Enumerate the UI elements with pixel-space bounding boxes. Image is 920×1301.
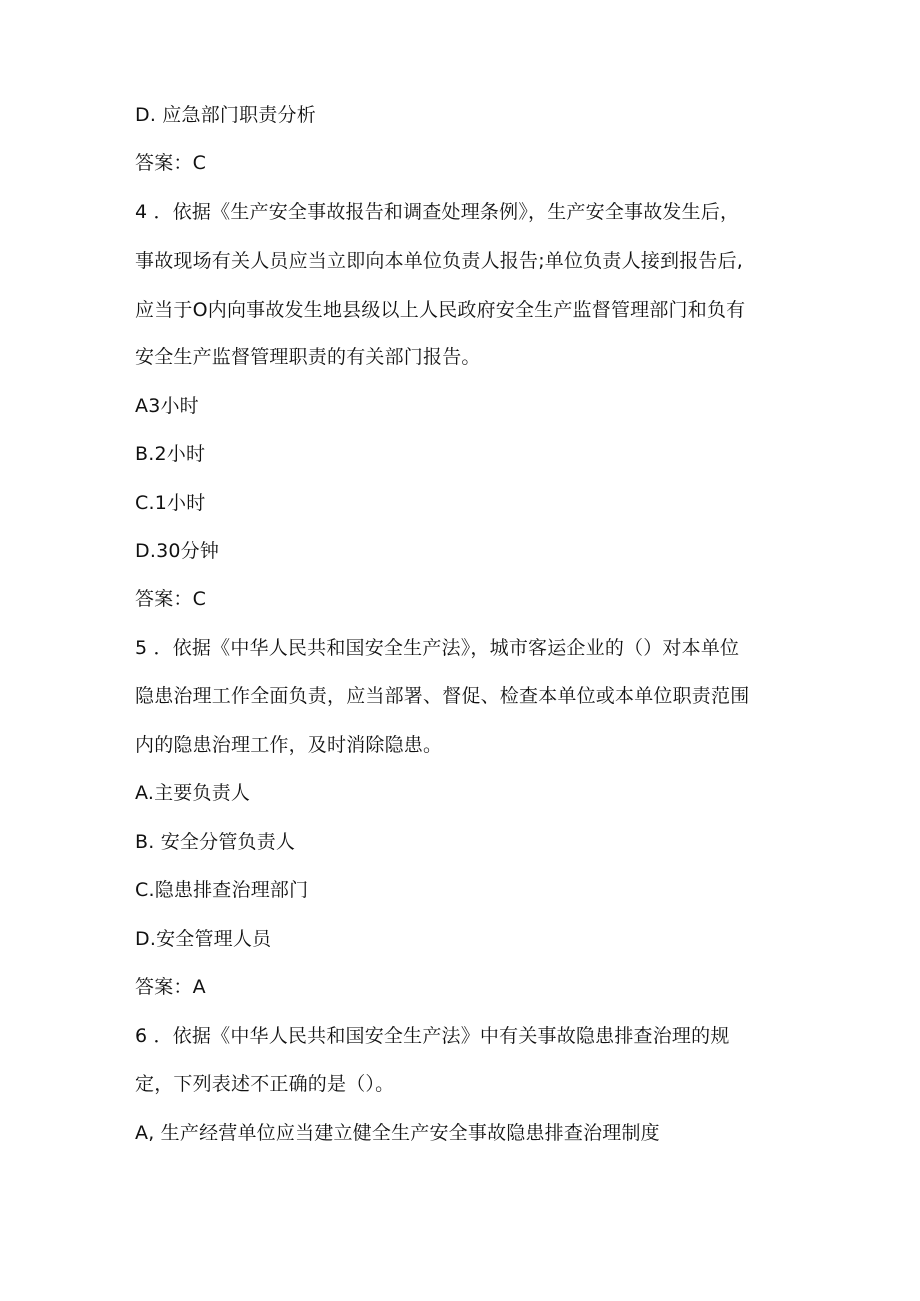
question-5-line-3: 内的隐患治理工作，及时消除隐患。 xyxy=(135,734,443,756)
option-a-q4: A3小时 xyxy=(135,395,199,417)
option-d-q5: D.安全管理人员 xyxy=(135,928,272,950)
option-c-q4: C.1小时 xyxy=(135,492,206,514)
option-c-q5: C.隐患排查治理部门 xyxy=(135,879,309,901)
option-d-q4: D.30分钟 xyxy=(135,540,220,562)
question-6-line-2: 定，下列表述不正确的是（）。 xyxy=(135,1073,395,1095)
question-4-line-3: 应当于O内向事故发生地县级以上人民政府安全生产监督管理部门和负有 xyxy=(135,299,746,321)
question-4-line-1: 4 ．依据《生产安全事故报告和调查处理条例》，生产安全事故发生后， xyxy=(135,201,740,223)
question-5-line-2: 隐患治理工作全面负责，应当部署、督促、检查本单位或本单位职责范围 xyxy=(135,685,750,707)
option-d-q3: D. 应急部门职责分析 xyxy=(135,104,316,126)
question-6-line-1: 6 ．依据《中华人民共和国安全生产法》中有关事故隐患排查治理的规 xyxy=(135,1025,730,1047)
answer-q3: 答案：C xyxy=(135,152,207,174)
question-4-line-2: 事故现场有关人员应当立即向本单位负责人报告;单位负责人接到报告后, xyxy=(135,250,744,272)
answer-q4: 答案：C xyxy=(135,588,207,610)
answer-q5: 答案：A xyxy=(135,976,206,998)
option-a-q5: A.主要负责人 xyxy=(135,782,251,804)
option-b-q5: B. 安全分管负责人 xyxy=(135,831,296,853)
question-5-line-1: 5 ．依据《中华人民共和国安全生产法》，城市客运企业的（）对本单位 xyxy=(135,637,740,659)
option-b-q4: B.2小时 xyxy=(135,443,206,465)
question-4-line-4: 安全生产监督管理职责的有关部门报告。 xyxy=(135,346,481,368)
option-a-q6: A, 生产经营单位应当建立健全生产安全事故隐患排查治理制度 xyxy=(135,1122,660,1144)
